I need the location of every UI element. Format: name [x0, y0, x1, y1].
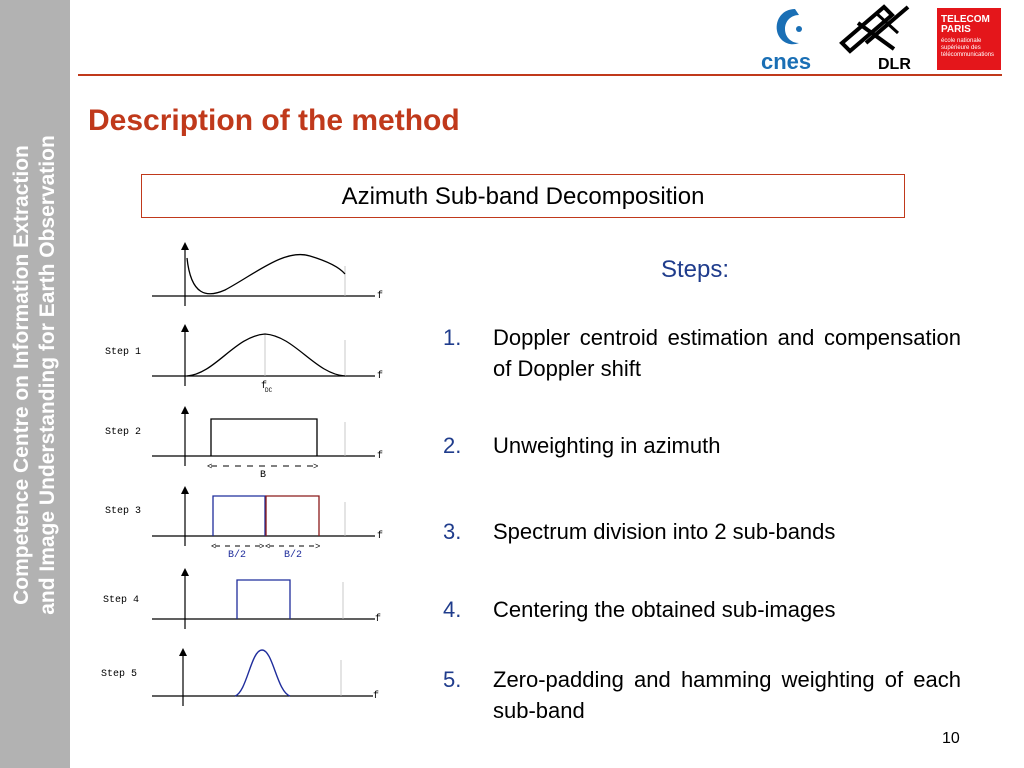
- arrow-up-icon: [181, 568, 189, 576]
- arrow-up-icon: [181, 406, 189, 414]
- subband-right: [266, 496, 319, 536]
- telecom-line-3: école nationale supérieure des télécommunications: [941, 38, 995, 58]
- panel-step2: [105, 406, 383, 481]
- cnes-wordmark: cnes: [761, 49, 812, 73]
- panel-step1: [105, 324, 383, 394]
- step4-label: Step 4: [103, 595, 140, 606]
- dlr-wordmark: DLR: [878, 56, 911, 73]
- arrow-up-icon: [181, 324, 189, 332]
- fdc-label: f: [261, 381, 268, 392]
- step5-label: Step 5: [101, 669, 138, 680]
- telecom-paris-logo: [937, 8, 1001, 70]
- boxed-heading: Azimuth Sub-band Decomposition: [141, 174, 905, 218]
- axis-f-label: f: [377, 531, 384, 542]
- steps-heading: Steps:: [661, 256, 730, 283]
- step-text: Spectrum division into 2 sub-bands: [493, 519, 836, 544]
- bandwidth-label: B: [260, 470, 267, 481]
- cnes-logo: [755, 5, 825, 73]
- header-rule: [78, 74, 1002, 76]
- step-number: 4.: [443, 597, 462, 622]
- arrow-up-icon: [181, 242, 189, 250]
- step-text: Unweighting in azimuth: [493, 433, 721, 458]
- panel-step3: [105, 486, 383, 561]
- step3-label: Step 3: [105, 506, 142, 517]
- dlr-logo: [836, 3, 920, 73]
- half-band-label-1: B/2: [228, 550, 247, 561]
- step-number: 2.: [443, 433, 462, 458]
- axis-f-label: f: [377, 371, 384, 382]
- svg-text:>: >: [315, 542, 321, 552]
- page-title: Description of the method: [88, 104, 460, 137]
- page-number: 10: [942, 730, 960, 747]
- panel-step4: [103, 568, 381, 629]
- step1-label: Step 1: [105, 347, 142, 358]
- arrow-up-icon: [179, 648, 187, 656]
- telecom-line-1: TELECOM: [941, 14, 990, 25]
- panel-step5: [101, 648, 379, 706]
- subband-left: [213, 496, 265, 536]
- telecom-line-2: PARIS: [941, 24, 971, 35]
- step2-label: Step 2: [105, 427, 142, 438]
- sidebar-line-1: Competence Centre on Information Extraction: [10, 145, 33, 605]
- sidebar-title: [0, 75, 70, 675]
- step-text: Zero-padding and hamming weighting of each sub-band: [493, 667, 961, 723]
- axis-f-label: f: [377, 451, 384, 462]
- arrow-up-icon: [181, 486, 189, 494]
- svg-text:>: >: [313, 462, 319, 472]
- half-band-label-2: B/2: [284, 550, 303, 561]
- svg-text:<: <: [265, 542, 271, 552]
- svg-text:<: <: [207, 462, 213, 472]
- sidebar-line-2: and Image Understanding for Earth Observation: [36, 135, 59, 615]
- hamming-window-curve: [235, 650, 290, 696]
- step-number: 5.: [443, 667, 462, 692]
- step-number: 1.: [443, 325, 462, 350]
- fdc-subscript: DC: [265, 387, 273, 394]
- sidebar-banner: [0, 0, 70, 768]
- spectrum-curve: [187, 255, 345, 294]
- svg-text:<: <: [211, 542, 217, 552]
- subband-decomposition-figure: [95, 236, 395, 716]
- axis-f-label: f: [377, 291, 384, 302]
- step-text: Centering the obtained sub-images: [493, 597, 836, 622]
- step-text: Doppler centroid estimation and compensation of Doppler shift: [493, 325, 961, 381]
- svg-text:>: >: [259, 542, 265, 552]
- panel-original-spectrum: [152, 242, 383, 306]
- axis-f-label: f: [373, 691, 380, 702]
- step-number: 3.: [443, 519, 462, 544]
- axis-f-label: f: [375, 614, 382, 625]
